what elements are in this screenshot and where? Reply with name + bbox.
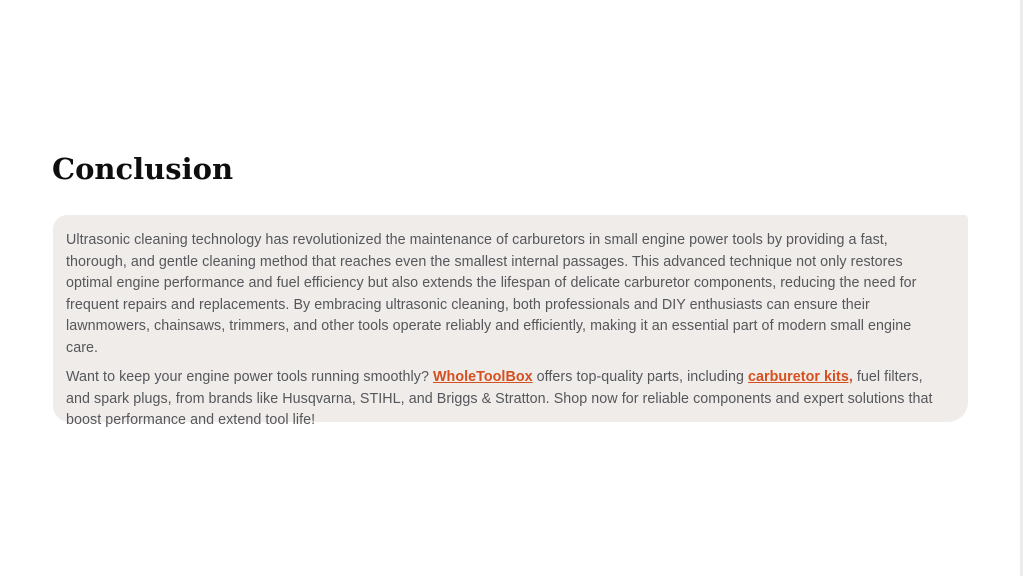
paragraph-2-text-before-link1: Want to keep your engine power tools running smoothly? [66,369,433,385]
conclusion-heading: Conclusion [52,152,234,186]
conclusion-box [53,215,968,428]
carburetor-kits-link[interactable]: carburetor kits, [747,369,853,385]
wholetoolbox-link[interactable]: WholeToolBox [433,369,533,385]
conclusion-paragraph-2 [66,367,944,432]
paragraph-2-text-between-links: offers top-quality parts, including [532,369,748,385]
conclusion-paragraph-1: Ultrasonic cleaning technology has revolutionized the maintenance of carburetors in small engine power tools by providing a fast, thorough, and gentle cleaning method that reaches even the smallest internal passages. This advanced technique not only restores optimal engine performance and fuel efficiency but also extends the lifespan of delicate carburetor components, reducing the need for frequent repairs and replacements. By embracing ultrasonic cleaning, both professionals and DIY enthusiasts can ensure their lawnmowers, chainsaws, trimmers, and other tools operate reliably and efficiently, making it an essential part of modern small engine care. [66,232,917,356]
paragraph-2-text-after-link2: fuel filters, and spark plugs, from brands like Husqvarna, STIHL, and Briggs & Stratton. Shop now for reliable components and expert solutions that boost performance and extend tool life! [66,369,933,428]
